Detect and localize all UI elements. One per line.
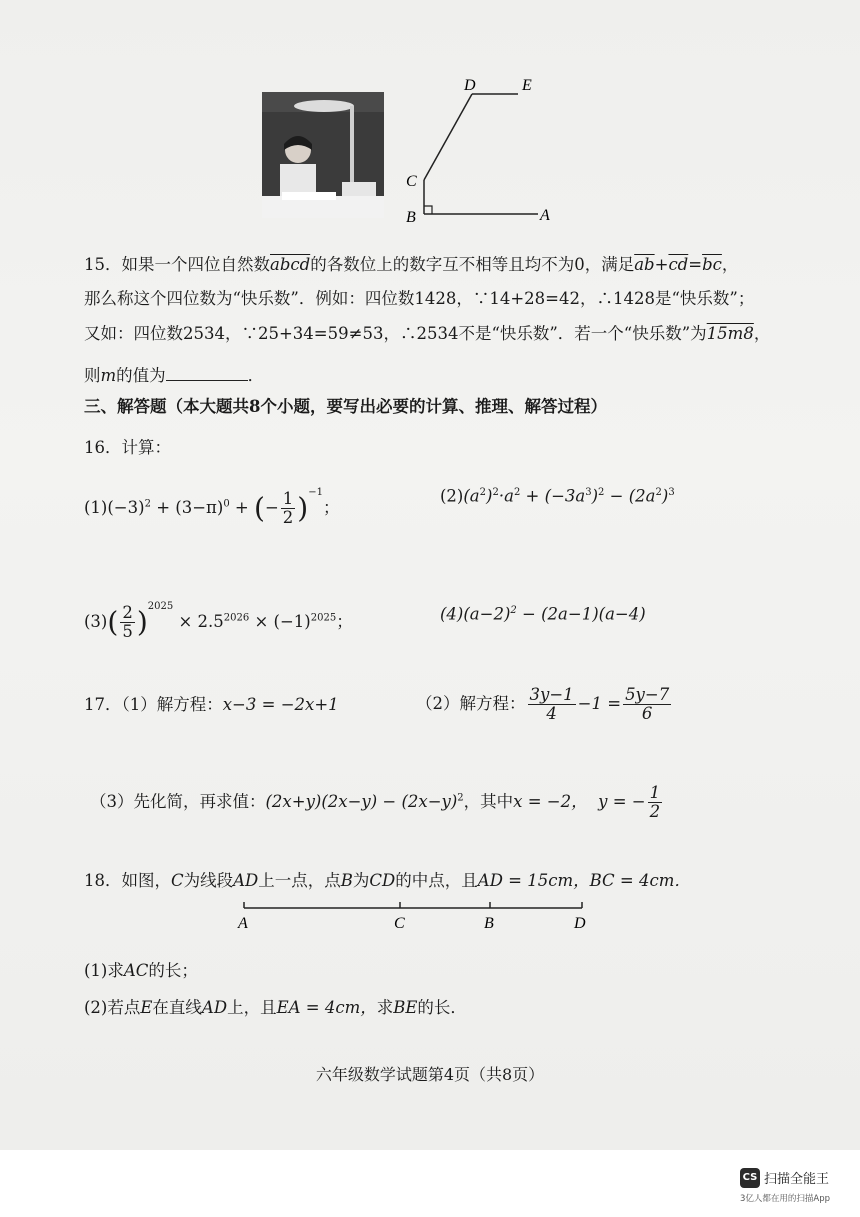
q15-line1 bbox=[84, 254, 738, 276]
q15-plus: + bbox=[654, 255, 669, 274]
q16-part1: $(1)(-3)^2 + (3-\pi)^0$ + (− $\frac{1}{2}$ )$^{-1}$； bbox=[84, 487, 340, 527]
section-3-heading: 三、解答题（本大题共8个小题，要写出必要的计算、推理、解答过程） bbox=[84, 397, 607, 416]
label-C: C bbox=[406, 173, 417, 190]
q16-1-expr: + bbox=[229, 498, 255, 517]
q17-part1: 17．（1）解方程：x−3 = −2x+1 bbox=[84, 695, 339, 714]
label-D: D bbox=[464, 77, 476, 94]
q15-eq: = bbox=[688, 255, 703, 274]
right-angle-mark bbox=[424, 206, 432, 214]
q16-part3: (3)( $\frac{2}{5}$ )$^{2025} \times 2.5^{2026} \times (-1)^{2025}$； bbox=[84, 601, 353, 641]
q15-abcd: abcd bbox=[270, 255, 311, 274]
camscanner-logo-icon: CS bbox=[740, 1168, 760, 1188]
q15-text: 则 bbox=[84, 366, 101, 385]
q15-bc: $\overline{bc}$ bbox=[702, 255, 722, 274]
label-B: B bbox=[406, 209, 416, 226]
q15-punct: ， bbox=[721, 255, 739, 274]
q15-ab: $\overline{ab}$ bbox=[634, 255, 655, 274]
q17-part2: （2）解方程： $\frac{3y-1}{4}$ −1 = $\frac{5y-7}{6}$ bbox=[416, 685, 670, 723]
label-A: A bbox=[540, 207, 550, 224]
q15-cd: $\overline{cd}$ bbox=[668, 255, 689, 274]
q15-example2: 又如：四位数2534，∵25+34=59≠53，∴2534不是“快乐数”．若一个“快乐数”为 bbox=[84, 324, 707, 343]
q18-part1: (1)求AC的长； bbox=[84, 961, 198, 980]
q15-punct: ， bbox=[753, 324, 771, 343]
brand-tagline: 3亿人都在用的扫描App bbox=[740, 1194, 831, 1204]
segment-figure bbox=[228, 898, 598, 934]
seg-label-B: B bbox=[484, 915, 494, 932]
label-E: E bbox=[522, 77, 532, 94]
q15-example1: 那么称这个四位数为“快乐数”．例如：四位数1428，∵14+28=42，∴1428是“快乐数”； bbox=[84, 289, 755, 308]
segment-CD bbox=[424, 94, 472, 180]
angle-figure bbox=[400, 74, 570, 226]
q16-part4: $(4)(a-2)^2 - (2a-1)(a-4)$ bbox=[440, 604, 646, 624]
seg-label-A: A bbox=[238, 915, 248, 932]
q15-text: 的值为 bbox=[116, 366, 166, 385]
seg-label-D: D bbox=[574, 915, 586, 932]
q16-1-minus: − bbox=[264, 498, 279, 517]
q16-1-frac: $\frac{1}{2}$ bbox=[282, 489, 294, 527]
q15-text: 的各数位上的数字互不相等且均不为0，满足 bbox=[310, 255, 635, 274]
q16-1-sup: −1 bbox=[308, 487, 323, 498]
answer-blank[interactable] bbox=[166, 364, 248, 381]
q15-line2 bbox=[84, 288, 754, 310]
q18-line1: 18．如图，C为线段AD上一点，点B为CD的中点，且AD = 15cm，BC = 4cm． bbox=[84, 871, 691, 890]
q15-punct: ． bbox=[247, 366, 265, 385]
q15-line4 bbox=[84, 364, 264, 387]
q18-part2: (2)若点E在直线AD上，且EA = 4cm，求BE的长． bbox=[84, 998, 467, 1017]
seg-label-C: C bbox=[394, 915, 405, 932]
q16-1-expr: + (3−π) bbox=[150, 498, 224, 517]
q15-number: 15m8 bbox=[706, 324, 754, 343]
q17-part3: （3）先化简，再求值：$(2x+y)(2x-y) - (2x-y)^2$，其中x = −2， y = − $\frac{1}{2}$ bbox=[90, 783, 661, 821]
q16-1-sup: 0 bbox=[223, 498, 230, 510]
q16-part2: $(2)(a^2)^2\cdot a^2 + (-3a^3)^2 - (2a^2)^3$ bbox=[440, 486, 675, 506]
q16-title: 16．计算： bbox=[84, 438, 171, 457]
q16-1-expr: (1)(−3) bbox=[84, 498, 145, 517]
q15-text: 15．如果一个四位自然数 bbox=[84, 255, 270, 274]
q15-m: m bbox=[100, 366, 117, 385]
q16-1-punct: ； bbox=[322, 498, 340, 517]
photo-girl-with-lamp bbox=[262, 92, 384, 218]
scanner-brand bbox=[740, 1166, 850, 1210]
brand-name: 扫描全能王 bbox=[764, 1172, 830, 1187]
page-footer: 六年级数学试题第4页（共8页） bbox=[315, 1065, 545, 1084]
q16-1-sup: 2 bbox=[144, 498, 151, 510]
q15-line3 bbox=[84, 323, 770, 345]
